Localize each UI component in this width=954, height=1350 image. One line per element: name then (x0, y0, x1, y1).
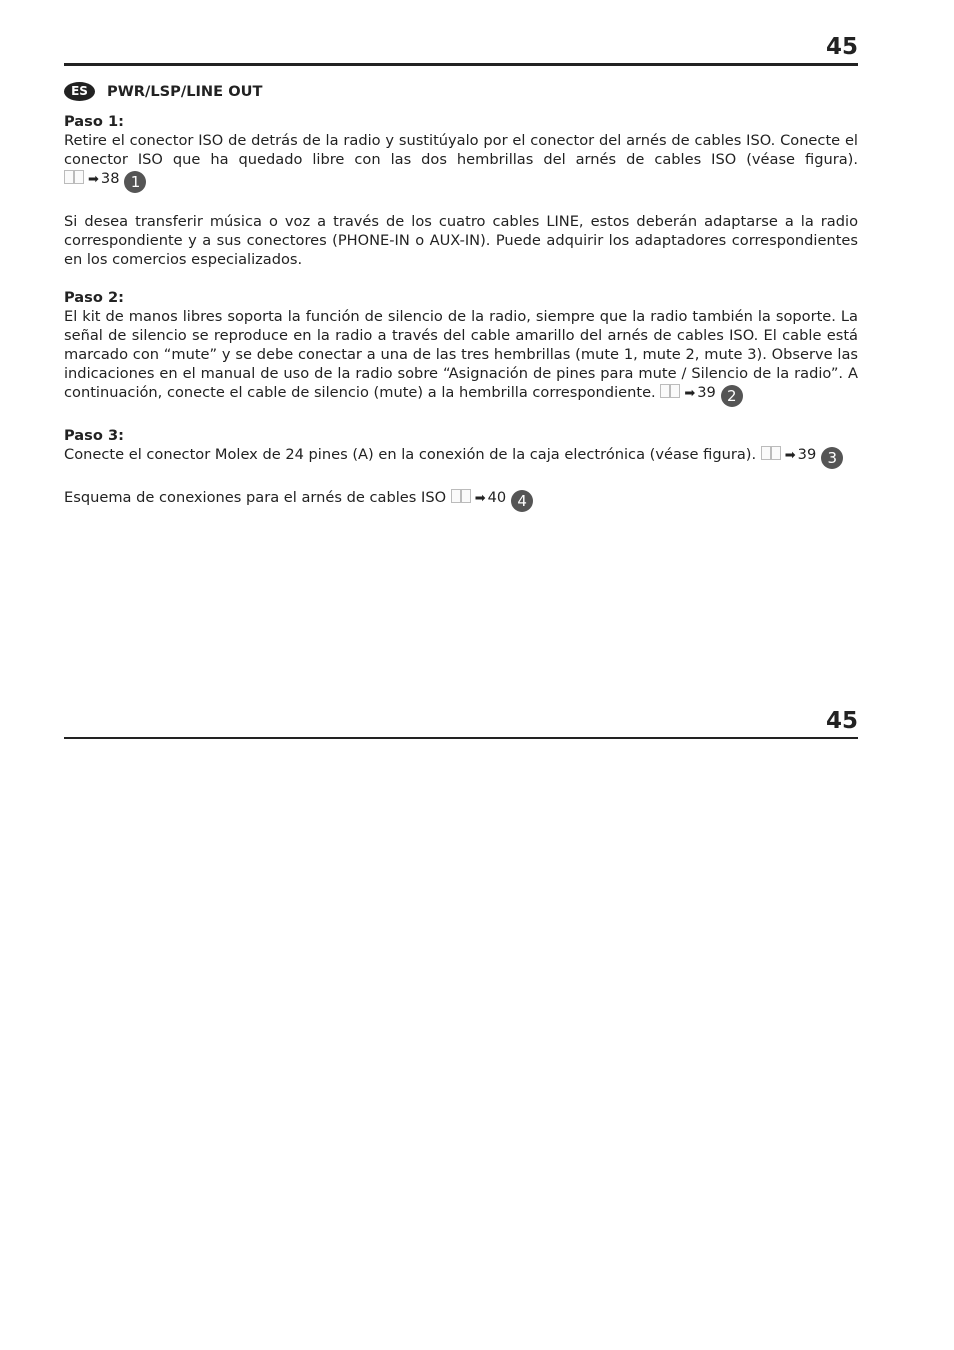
arrow-right-icon: ➡ (784, 448, 796, 463)
circled-number: 1 (124, 171, 146, 193)
step-2-paragraph (64, 288, 858, 407)
figure-reference (761, 446, 843, 467)
arrow-right-icon: ➡ (88, 172, 99, 187)
ref-page: 38 (100, 170, 120, 187)
section-header (64, 82, 262, 101)
step-1-heading: Paso 1: (64, 113, 124, 130)
arrow-right-icon: ➡ (474, 491, 486, 506)
section-title: PWR/LSP/LINE OUT (107, 83, 263, 100)
step-1-text: Retire el conector ISO de detrás de la radio y sustitúyalo por el conector del arnés de cables ISO. Conecte el conector ISO que ha quedado libre con las dos hembrillas del arnés de cables ISO (véase figura). (64, 132, 858, 168)
step-2-text: El kit de manos libres soporta la función de silencio de la radio, siempre que la radio también la soporte. La señal de silencio se reproduce en la radio a través del cable amarillo del arnés de cables ISO. El cable está marcado con “mute” y se debe conectar a una de las tres hembrillas (mute 1, mute 2, mute 3). Observe las indicaciones en el manual de uso de la radio sobre “Asignación de pines para mute / Silencio de la radio”. A continuación, conecte el cable de silencio (mute) a la hembrilla correspondiente. (64, 308, 858, 401)
line-cables-paragraph (64, 212, 858, 269)
step-3-text: Conecte el conector Molex de 24 pines (A) en la conexión de la caja electrónica (véase figura). (64, 446, 757, 463)
figure-reference (451, 489, 533, 510)
book-icon (761, 446, 781, 460)
circled-number: 3 (821, 447, 843, 469)
main-content (64, 112, 858, 531)
book-icon (660, 384, 680, 398)
circled-number: 2 (721, 385, 743, 407)
ref-page: 39 (697, 384, 716, 401)
figure-reference (660, 384, 742, 405)
step-3-heading: Paso 3: (64, 427, 124, 444)
header-rule (64, 63, 858, 66)
step-3-paragraph (64, 426, 858, 469)
page-number-bottom: 45 (825, 708, 858, 734)
footer-rule (64, 737, 858, 739)
wiring-diagram-paragraph (64, 488, 858, 512)
line-cables-text: Si desea transferir música o voz a través de los cuatro cables LINE, estos deberán adaptarse a la radio correspondiente y a sus conectores (PHONE-IN o AUX-IN). Puede adquirir los adaptadores correspondientes en los comercios especializados. (64, 213, 858, 268)
ref-page: 39 (797, 446, 817, 463)
wiring-diagram-text: Esquema de conexiones para el arnés de cables ISO (64, 489, 447, 506)
book-icon (451, 489, 471, 503)
language-badge: ES (64, 82, 95, 101)
circled-number: 4 (511, 490, 533, 512)
ref-page: 40 (487, 489, 507, 506)
page-number-top: 45 (825, 34, 858, 60)
step-1-paragraph (64, 112, 858, 193)
figure-reference (64, 170, 146, 191)
book-icon (64, 170, 84, 184)
arrow-right-icon: ➡ (684, 386, 696, 401)
step-2-heading: Paso 2: (64, 289, 124, 306)
